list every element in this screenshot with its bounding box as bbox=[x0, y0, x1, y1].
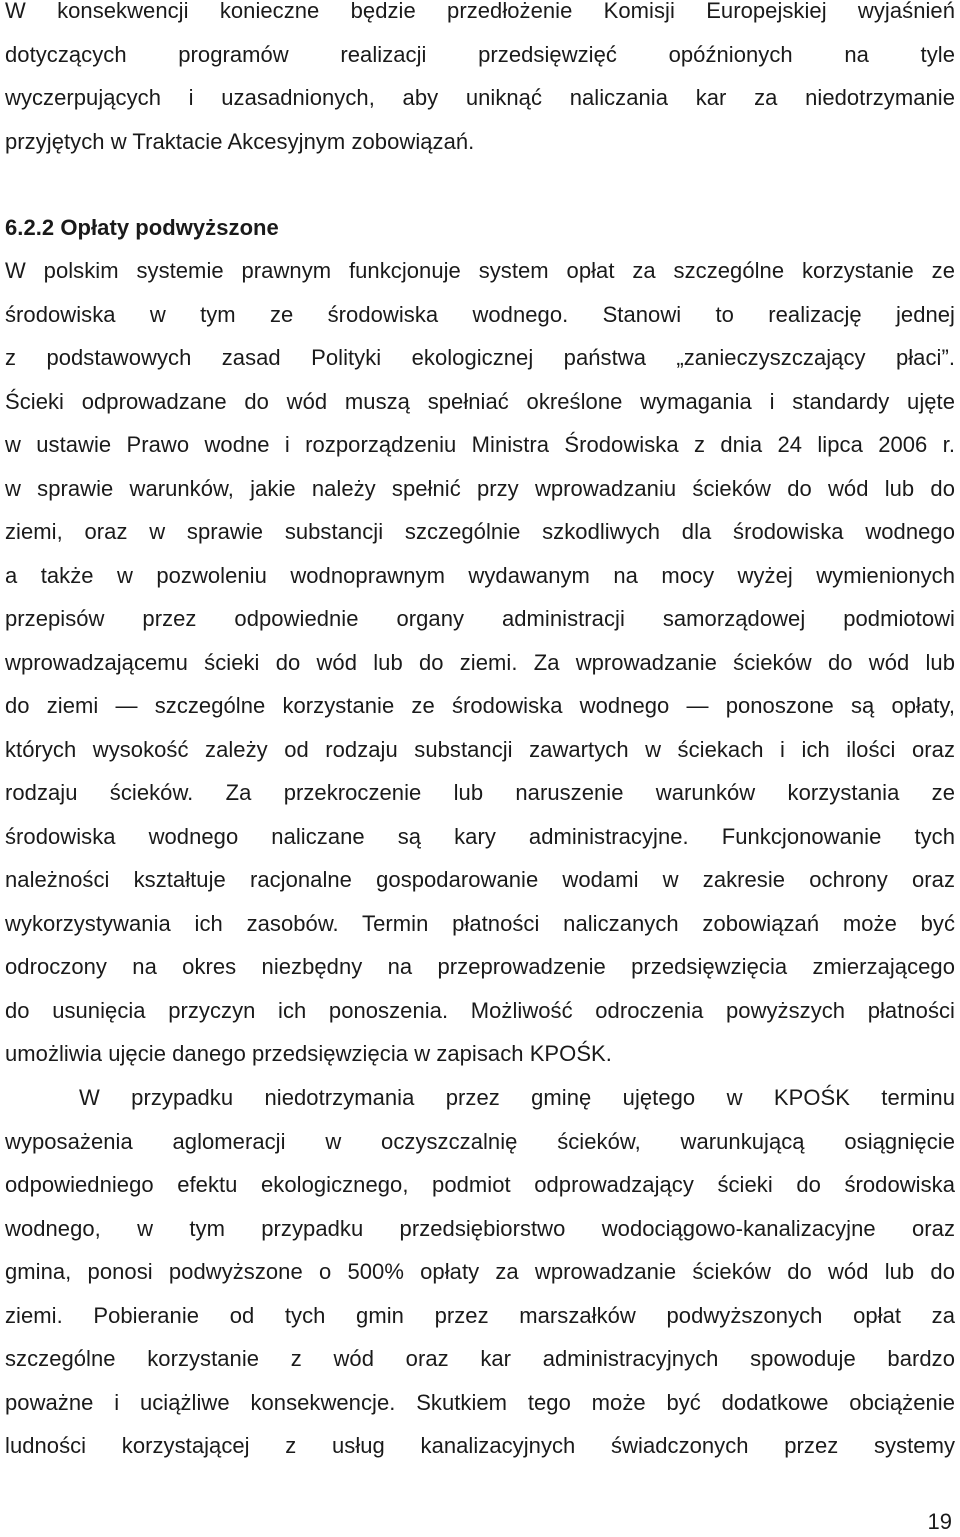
text-line: przyjętych w Traktacie Akcesyjnym zobowiązań. bbox=[5, 128, 475, 154]
section-heading: 6.2.2 Opłaty podwyższone bbox=[5, 215, 279, 240]
text-line: a także w pozwoleniu wodnoprawnym wydawanym na mocy wyżej wymienionych bbox=[5, 562, 955, 588]
text-line: odroczony na okres niezbędny na przeprowadzenie przedsięwzięcia zmierzającego bbox=[5, 954, 955, 979]
text-line: dotyczących programów realizacji przedsięwzięć opóźnionych na tyle bbox=[5, 41, 955, 67]
paragraph-kposk-termin bbox=[5, 1076, 955, 1468]
text-line: przepisów przez odpowiednie organy administracji samorządowej podmiotowi bbox=[5, 606, 955, 631]
page-number: 19 bbox=[927, 1509, 952, 1534]
text-line: W polskim systemie prawnym funkcjonuje system opłat za szczególne korzystanie ze bbox=[5, 258, 955, 283]
text-line: wodnego, w tym przypadku przedsiębiorstwo wodociągowo-kanalizacyjne oraz bbox=[5, 1215, 955, 1241]
text-line: w sprawie warunków, jakie należy spełnić przy wprowadzaniu ścieków do wód lub do bbox=[5, 475, 955, 501]
text-line: ludności korzystającej z usług kanalizacyjnych świadczonych przez systemy bbox=[5, 1433, 955, 1458]
text-line: odpowiedniego efektu ekologicznego, podmiot odprowadzający ścieki do środowiska bbox=[5, 1172, 955, 1197]
text-line: gmina, ponosi podwyższone o 500% opłaty za wprowadzanie ścieków do wód lub do bbox=[5, 1259, 955, 1284]
text-line: W konsekwencji konieczne będzie przedłożenie Komisji Europejskiej wyjaśnień bbox=[5, 0, 955, 23]
text-line: z podstawowych zasad Polityki ekologicznej państwa „zanieczyszczający płaci”. bbox=[5, 345, 955, 370]
text-line: do usunięcia przyczyn ich ponoszenia. Możliwość odroczenia powyższych płatności bbox=[5, 997, 955, 1023]
text-line: umożliwia ujęcie danego przedsięwzięcia w zapisach KPOŚK. bbox=[5, 1041, 612, 1066]
text-line: rodzaju ścieków. Za przekroczenie lub naruszenie warunków korzystania ze bbox=[5, 780, 955, 805]
text-line: ziemi, oraz w sprawie substancji szczególnie szkodliwych dla środowiska wodnego bbox=[5, 519, 955, 544]
text-line: szczególne korzystanie z wód oraz kar administracyjnych spowoduje bardzo bbox=[5, 1346, 955, 1371]
section-heading-block bbox=[5, 206, 955, 250]
text-line: wyposażenia aglomeracji w oczyszczalnię ścieków, warunkującą osiągnięcie bbox=[5, 1128, 955, 1154]
text-line: których wysokość zależy od rodzaju substancji zawartych w ściekach i ich ilości oraz bbox=[5, 736, 955, 762]
text-line: środowiska wodnego naliczane są kary administracyjne. Funkcjonowanie tych bbox=[5, 823, 955, 849]
text-line: wprowadzającemu ścieki do wód lub do ziemi. Za wprowadzanie ścieków do wód lub bbox=[5, 649, 955, 675]
text-line: należności kształtuje racjonalne gospodarowanie wodami w zakresie ochrony oraz bbox=[5, 867, 955, 892]
text-line: do ziemi — szczególne korzystanie ze środowiska wodnego — ponoszone są opłaty, bbox=[5, 693, 955, 718]
text-line: wykorzystywania ich zasobów. Termin płatności naliczanych zobowiązań może być bbox=[5, 910, 955, 936]
intro-paragraph bbox=[5, 0, 955, 163]
text-line: w ustawie Prawo wodne i rozporządzeniu Ministra Środowiska z dnia 24 lipca 2006 r. bbox=[5, 432, 955, 457]
text-line: Ścieki odprowadzane do wód muszą spełniać określone wymagania i standardy ujęte bbox=[5, 388, 955, 414]
text-line: wyczerpujących i uzasadnionych, aby uniknąć naliczania kar za niedotrzymanie bbox=[5, 85, 955, 110]
text-line: środowiska w tym ze środowiska wodnego. Stanowi to realizację jednej bbox=[5, 301, 955, 327]
text-line: ziemi. Pobieranie od tych gmin przez marszałków podwyższonych opłat za bbox=[5, 1302, 955, 1328]
text-line: poważne i uciążliwe konsekwencje. Skutkiem tego może być dodatkowe obciążenie bbox=[5, 1389, 955, 1415]
paragraph-opl-podwyzszone bbox=[5, 249, 955, 1076]
text-line: W przypadku niedotrzymania przez gminę ujętego w KPOŚK terminu bbox=[79, 1085, 955, 1110]
